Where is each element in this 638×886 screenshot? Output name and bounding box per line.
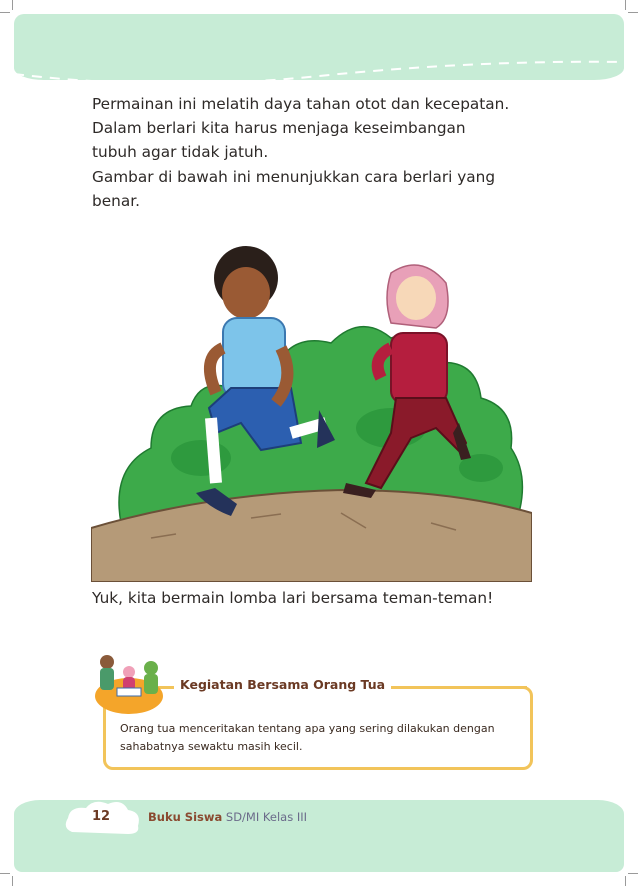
children-running-illustration xyxy=(91,238,532,582)
crop-mark xyxy=(628,12,638,13)
crop-mark xyxy=(0,12,10,13)
crop-mark xyxy=(625,876,626,886)
book-title xyxy=(148,810,307,824)
family-reading-icon xyxy=(93,644,165,716)
activity-box-top-border xyxy=(382,686,527,689)
intro-paragraph: Permainan ini melatih daya tahan otot dan kecepatan. Dalam berlari kita harus menjaga keseimbangan tubuh agar tidak jatuh. xyxy=(92,95,510,161)
book-name: Buku Siswa xyxy=(148,810,223,824)
invitation-paragraph: Yuk, kita bermain lomba lari bersama teman-teman! xyxy=(92,589,494,607)
crop-mark xyxy=(0,873,10,874)
crop-mark xyxy=(12,876,13,886)
activity-box-title: Kegiatan Bersama Orang Tua xyxy=(174,677,391,692)
crop-mark xyxy=(628,873,638,874)
crop-mark xyxy=(625,0,626,10)
crop-mark xyxy=(12,0,13,10)
picture-intro-paragraph: Gambar di bawah ini menunjukkan cara berlari yang benar. xyxy=(92,168,496,210)
activity-box-text: Orang tua menceritakan tentang apa yang sering dilakukan dengan sahabatnya sewaktu masih kecil. xyxy=(120,722,495,753)
page-number: 12 xyxy=(92,809,111,824)
book-level: SD/MI Kelas III xyxy=(225,810,308,824)
